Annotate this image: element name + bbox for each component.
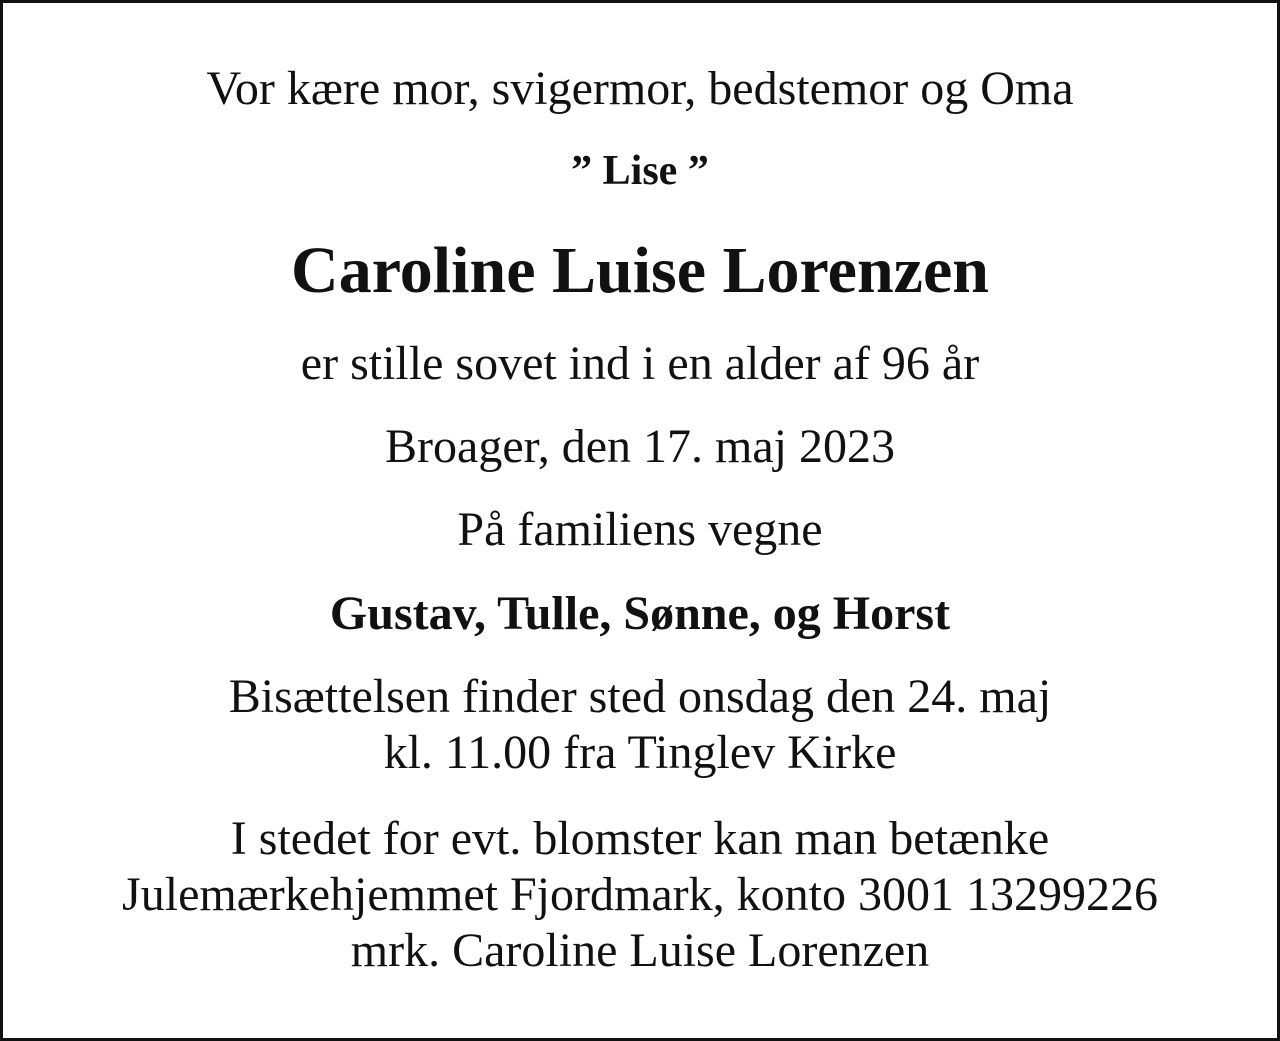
intro-line: Vor kære mor, svigermor, bedstemor og Oma [206, 62, 1074, 115]
place-date-line: Broager, den 17. maj 2023 [385, 420, 895, 473]
signers-line: Gustav, Tulle, Sønne, og Horst [329, 587, 951, 640]
funeral-info [3, 669, 1277, 781]
age-line: er stille sovet ind i en alder af 96 år [300, 337, 980, 390]
on-behalf-line: På familiens vegne [457, 503, 823, 556]
funeral-line: Bisættelsen finder sted onsdag den 24. maj [228, 670, 1052, 723]
donation-line: I stedet for evt. blomster kan man betænke [230, 812, 1050, 865]
donation-line: mrk. Caroline Luise Lorenzen [350, 924, 930, 977]
donation-info [3, 811, 1277, 979]
donation-line: Julemærkehjemmet Fjordmark, konto 3001 13299226 [122, 868, 1158, 921]
funeral-line: kl. 11.00 fra Tinglev Kirke [383, 726, 897, 779]
nickname: ” Lise ” [571, 148, 709, 194]
deceased-name: Caroline Luise Lorenzen [291, 234, 989, 307]
